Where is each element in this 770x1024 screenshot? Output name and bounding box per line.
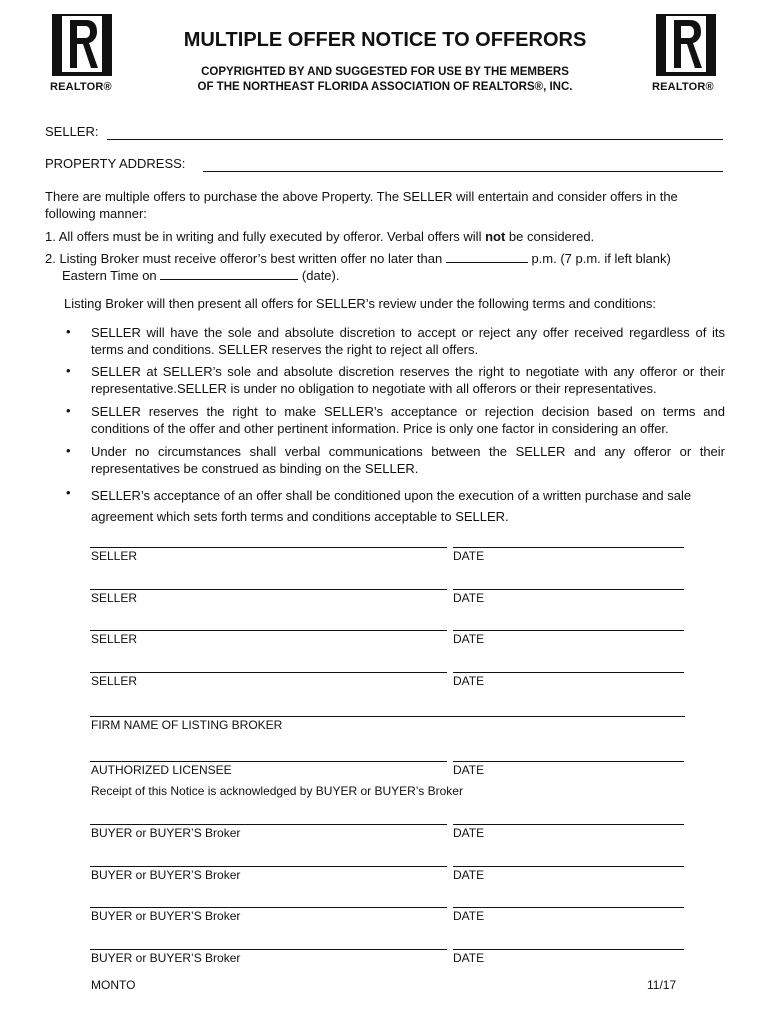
realtor-r-icon xyxy=(62,16,102,72)
buyer-label: BUYER or BUYER’S Broker xyxy=(91,868,241,882)
bullet-1: SELLER will have the sole and absolute discretion to accept or reject any offer received regardless of its terms and conditions. SELLER reserves the right to reject all offers. xyxy=(91,325,725,357)
item-2-line-2 xyxy=(62,267,722,284)
date-label: DATE xyxy=(453,909,485,923)
receipt-acknowledgement: Receipt of this Notice is acknowledged by BUYER or BUYER’s Broker xyxy=(91,784,463,798)
page-title: MULTIPLE OFFER NOTICE TO OFFERORS xyxy=(183,29,587,51)
property-address-input-line[interactable] xyxy=(203,170,723,172)
seller-date-line[interactable] xyxy=(453,589,684,590)
item-1-prefix: 1. All offers must be in writing and fully executed by offeror. Verbal offers will xyxy=(45,229,486,244)
seller-signature-line[interactable] xyxy=(90,589,447,590)
buyer-signature-line[interactable] xyxy=(90,907,447,908)
subtitle-line-1: COPYRIGHTED BY AND SUGGESTED FOR USE BY THE MEMBERS xyxy=(201,66,569,78)
bullet-3: SELLER reserves the right to make SELLER’s acceptance or rejection decision based on terms and conditions of the offer and other pertinent information. Price is only one factor in considering an offer. xyxy=(91,404,725,436)
buyer-label: BUYER or BUYER’S Broker xyxy=(91,826,241,840)
date-label: DATE xyxy=(453,951,485,965)
item-2-text-b: p.m. (7 p.m. if left blank) xyxy=(531,251,671,266)
item-2-text-c: Eastern Time on xyxy=(62,268,157,283)
deadline-date-blank[interactable] xyxy=(160,268,298,280)
bullet-dot: • xyxy=(66,485,71,500)
realtor-label-right: REALTOR® xyxy=(652,81,714,93)
bullet-dot: • xyxy=(66,324,71,339)
date-label: DATE xyxy=(453,632,485,646)
date-label: DATE xyxy=(453,763,485,777)
seller-date-line[interactable] xyxy=(453,672,684,673)
realtor-logo-left xyxy=(52,14,112,76)
seller-date-line[interactable] xyxy=(453,630,684,631)
item-1 xyxy=(45,228,727,245)
date-label: DATE xyxy=(453,549,485,563)
subtitle-line-2: OF THE NORTHEAST FLORIDA ASSOCIATION OF REALTORS®, INC. xyxy=(197,81,573,93)
buyer-date-line[interactable] xyxy=(453,866,684,867)
licensee-signature-line[interactable] xyxy=(90,761,447,762)
bullet-5: SELLER’s acceptance of an offer shall be conditioned upon the execution of a written purchase and sale agreement which sets forth terms and conditions acceptable to SELLER. xyxy=(91,488,692,524)
intro-paragraph: There are multiple offers to purchase the above Property. The SELLER will entertain and consider offers in the following manner: xyxy=(45,189,678,221)
buyer-label: BUYER or BUYER’S Broker xyxy=(91,951,241,965)
seller-field[interactable] xyxy=(45,124,725,142)
item-1-suffix: be considered. xyxy=(505,229,595,244)
buyer-signature-line[interactable] xyxy=(90,824,447,825)
realtor-label-left: REALTOR® xyxy=(50,81,112,93)
buyer-date-line[interactable] xyxy=(453,949,684,950)
bullet-dot: • xyxy=(66,403,71,418)
seller-label: SELLER: xyxy=(45,124,99,139)
property-address-field[interactable] xyxy=(45,156,725,174)
licensee-label: AUTHORIZED LICENSEE xyxy=(91,763,232,777)
item-1-bold: not xyxy=(485,229,506,244)
buyer-date-line[interactable] xyxy=(453,824,684,825)
seller-label: SELLER xyxy=(91,549,138,563)
realtor-logo-right xyxy=(656,14,716,76)
deadline-time-blank[interactable] xyxy=(446,251,528,263)
buyer-signature-line[interactable] xyxy=(90,949,447,950)
firm-name-line[interactable] xyxy=(90,716,685,717)
date-label: DATE xyxy=(453,826,485,840)
item-2-text-d: (date). xyxy=(301,268,340,283)
buyer-signature-line[interactable] xyxy=(90,866,447,867)
date-label: DATE xyxy=(453,591,485,605)
realtor-r-icon xyxy=(666,16,706,72)
property-address-label: PROPERTY ADDRESS: xyxy=(45,156,186,171)
bullet-dot: • xyxy=(66,363,71,378)
item-2 xyxy=(45,250,735,267)
firm-name-label: FIRM NAME OF LISTING BROKER xyxy=(91,718,283,732)
seller-date-line[interactable] xyxy=(453,547,684,548)
bullet-dot: • xyxy=(66,443,71,458)
seller-label: SELLER xyxy=(91,632,138,646)
seller-signature-line[interactable] xyxy=(90,630,447,631)
seller-input-line[interactable] xyxy=(107,138,723,140)
seller-label: SELLER xyxy=(91,674,138,688)
presentation-paragraph: Listing Broker will then present all offers for SELLER’s review under the following terms and conditions: xyxy=(64,296,657,311)
bullet-4: Under no circumstances shall verbal communications between the SELLER and any offeror or their representatives be construed as binding on the SELLER. xyxy=(91,444,725,476)
item-2-text-a: 2. Listing Broker must receive offeror’s best written offer no later than xyxy=(45,251,443,266)
footer-form-code: MONTO xyxy=(91,978,136,992)
date-label: DATE xyxy=(453,674,485,688)
date-label: DATE xyxy=(453,868,485,882)
buyer-date-line[interactable] xyxy=(453,907,684,908)
footer-revision: 11/17 xyxy=(647,978,677,992)
seller-label: SELLER xyxy=(91,591,138,605)
bullet-2: SELLER at SELLER’s sole and absolute discretion reserves the right to negotiate with any offeror or their representative.SELLER is under no obligation to negotiate with all offerors or their representatives. xyxy=(91,364,725,396)
buyer-label: BUYER or BUYER’S Broker xyxy=(91,909,241,923)
seller-signature-line[interactable] xyxy=(90,672,447,673)
licensee-date-line[interactable] xyxy=(453,761,684,762)
seller-signature-line[interactable] xyxy=(90,547,447,548)
